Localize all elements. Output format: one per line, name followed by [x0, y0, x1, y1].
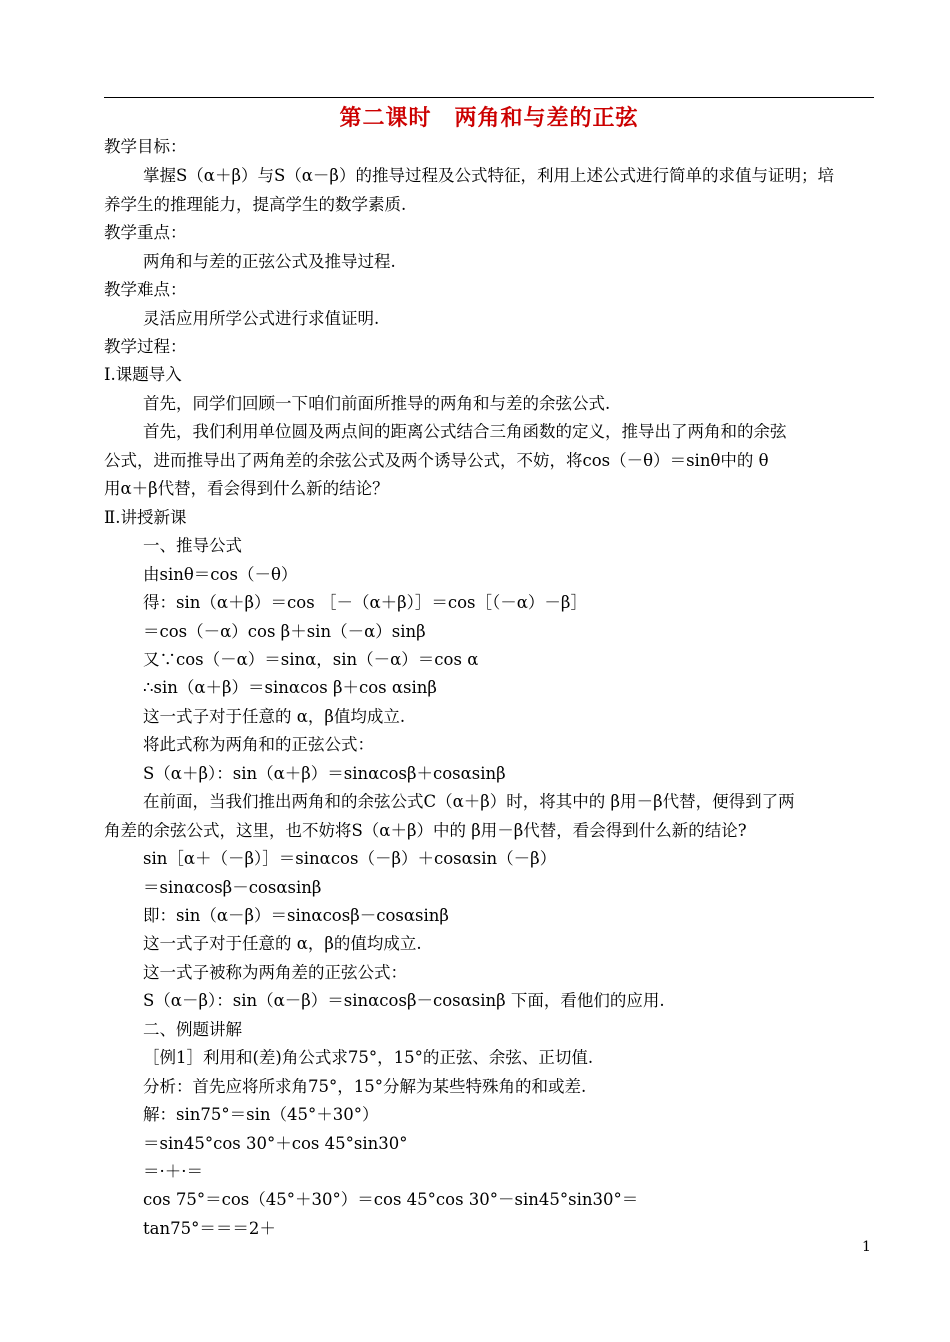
text-line: 首先，我们利用单位圆及两点间的距离公式结合三角函数的定义，推导出了两角和的余弦	[143, 422, 787, 441]
text-line: 这一式子对于任意的 α，β值均成立.	[143, 707, 406, 726]
text-line: 教学目标：	[104, 137, 187, 156]
header-rule	[104, 97, 874, 98]
formula-line: sin［α＋（－β）］＝sinαcos（－β）＋cosαsin（－β）	[143, 849, 557, 868]
formula-line: ∴sin（α＋β）＝sinαcos β＋cos αsinβ	[143, 678, 437, 697]
text-line: 将此式称为两角和的正弦公式：	[143, 735, 374, 754]
formula-line: ＝sin45°cos 30°＋cos 45°sin30°	[143, 1134, 408, 1153]
text-line: 灵活应用所学公式进行求值证明.	[143, 309, 380, 328]
formula-line: ＝sinαcosβ－cosαsinβ	[143, 878, 322, 897]
section-heading: Ⅱ.讲授新课	[104, 508, 187, 527]
formula-line: cos 75°＝cos（45°＋30°）＝cos 45°cos 30°－sin45°sin30°＝	[143, 1190, 639, 1209]
text-line: 首先，同学们回顾一下咱们前面所推导的两角和与差的余弦公式.	[143, 394, 611, 413]
text-line: 一、推导公式	[143, 536, 242, 555]
section-heading: Ⅰ.课题导入	[104, 365, 182, 384]
text-line: 在前面，当我们推出两角和的余弦公式C（α＋β）时，将其中的 β用－β代替，便得到了两	[143, 792, 795, 811]
formula-line: ＝·＋·＝	[143, 1162, 203, 1181]
text-line: 二、例题讲解	[143, 1020, 242, 1039]
text-line: 角差的余弦公式，这里，也不妨将S（α＋β）中的 β用－β代替，看会得到什么新的结论?	[104, 821, 747, 840]
formula-line: 解：sin75°＝sin（45°＋30°）	[143, 1105, 379, 1124]
text-line: 教学重点：	[104, 223, 187, 242]
formula-line: S（α－β）：sin（α－β）＝sinαcosβ－cosαsinβ 下面，看他们的应用.	[143, 991, 665, 1010]
text-line: 这一式子被称为两角差的正弦公式：	[143, 963, 407, 982]
text-line: 分析：首先应将所求角75°，15°分解为某些特殊角的和或差.	[143, 1077, 587, 1096]
formula-line: S（α＋β）：sin（α＋β）＝sinαcosβ＋cosαsinβ	[143, 764, 506, 783]
text-line: 养学生的推理能力，提高学生的数学素质.	[104, 195, 407, 214]
formula-line: 得：sin（α＋β）＝cos ［－（α＋β）］＝cos［（－α）－β］	[143, 593, 587, 612]
text-line: 两角和与差的正弦公式及推导过程.	[143, 252, 396, 271]
page-title: 第二课时 两角和与差的正弦	[339, 106, 639, 131]
formula-line: 又∵cos（－α）＝sinα，sin（－α）＝cos α	[143, 650, 479, 669]
formula-line: 即：sin（α－β）＝sinαcosβ－cosαsinβ	[143, 906, 449, 925]
formula-line: tan75°＝＝＝2＋	[143, 1219, 276, 1238]
page-number: 1	[862, 1239, 871, 1255]
text-line: 教学过程：	[104, 337, 187, 356]
text-line: 用α＋β代替，看会得到什么新的结论？	[104, 479, 389, 498]
text-line: 这一式子对于任意的 α，β的值均成立.	[143, 934, 422, 953]
example-line: ［例1］利用和(差)角公式求75°，15°的正弦、余弦、正切值.	[143, 1048, 594, 1067]
text-line: 教学难点：	[104, 280, 187, 299]
text-line: 公式，进而推导出了两角差的余弦公式及两个诱导公式，不妨，将cos（－θ）＝sinθ中的 θ	[104, 451, 769, 470]
text-line: 掌握S（α＋β）与S（α－β）的推导过程及公式特征，利用上述公式进行简单的求值与证明；培	[143, 166, 834, 185]
formula-line: ＝cos（－α）cos β＋sin（－α）sinβ	[143, 622, 426, 641]
formula-line: 由sinθ＝cos（－θ）	[143, 565, 298, 584]
